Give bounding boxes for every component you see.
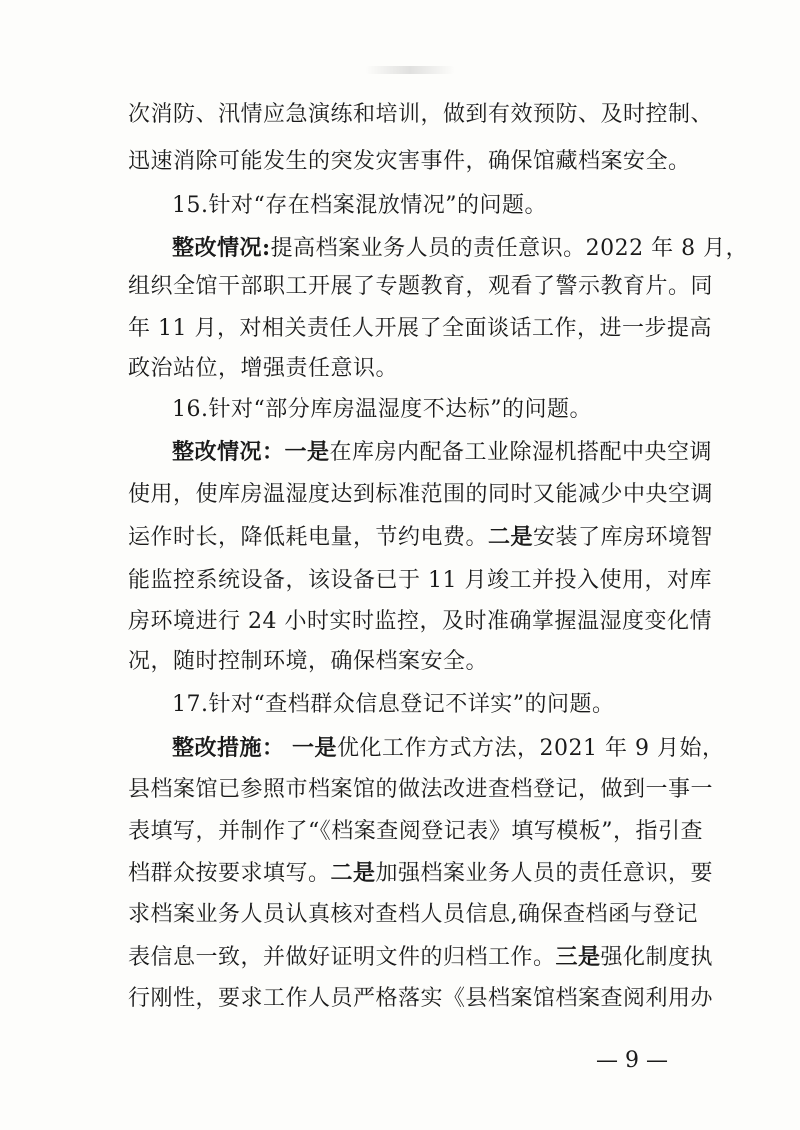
text-span: 组织全馆干部职工开展了专题教育，观看了警示教育片。同 (128, 274, 714, 299)
paragraph-line (128, 817, 703, 847)
paragraph-line (128, 272, 714, 302)
bold-label: 整改情况: (172, 235, 271, 261)
text-span: 17.针对“查档群众信息登记不详实”的问题。 (172, 692, 615, 717)
text-span: 档群众按要求填写。 (128, 861, 331, 886)
text-span: 况，随时控制环境，确保档案安全。 (128, 649, 489, 674)
text-span: 年 11 月，对相关责任人开展了全面谈话工作，进一步提高 (128, 316, 712, 341)
paragraph-line (128, 566, 712, 596)
text-span: 提高档案业务人员的责任意识。2022 年 8 月， (270, 236, 749, 261)
text-span: 政治站位，增强责任意识。 (128, 356, 399, 381)
text-span: 表信息一致，并做好证明文件的归档工作。 (128, 945, 556, 970)
paragraph-line (128, 984, 714, 1014)
paragraph-line (172, 733, 725, 763)
issue-heading-15 (172, 191, 688, 221)
paragraph-line (128, 647, 688, 677)
text-span: 表填写，并制作了“《档案查阅登记表》填写模板”，指引查 (128, 819, 703, 844)
text-span: 县档案馆已参照市档案馆的做法改进查档登记，做到一事一 (128, 777, 714, 802)
text-span: 安装了库房环境智 (533, 525, 714, 550)
text-span: 16.针对“部分库房温湿度不达标”的问题。 (172, 397, 592, 422)
paragraph-line (128, 480, 714, 510)
scan-smudge (365, 66, 455, 74)
paragraph-line (128, 100, 714, 130)
bold-label: 整改情况：一是 (172, 439, 330, 465)
bold-label: 三是 (555, 944, 601, 970)
paragraph-line (128, 314, 712, 344)
paragraph-line (128, 147, 691, 177)
paragraph-line (128, 900, 698, 930)
paragraph-line (128, 858, 714, 888)
bold-label: 二是 (330, 860, 376, 886)
text-span: 在库房内配备工业除湿机搭配中央空调 (329, 440, 713, 465)
paragraph-line (128, 942, 714, 972)
paragraph-line (172, 437, 713, 467)
text-span: 求档案业务人员认真核对查档人员信息,确保查档函与登记 (128, 902, 698, 927)
issue-heading-17 (172, 690, 688, 720)
text-span: 使用，使库房温湿度达到标准范围的同时又能减少中央空调 (128, 482, 714, 507)
text-span: 加强档案业务人员的责任意识，要 (375, 861, 714, 886)
paragraph-line (172, 233, 749, 263)
text-span: 15.针对“存在档案混放情况”的问题。 (172, 193, 547, 218)
paragraph-line (128, 775, 714, 805)
text-span: 运作时长，降低耗电量，节约电费。 (128, 525, 489, 550)
text-span: 房环境进行 24 小时实时监控，及时准确掌握温湿度变化情 (128, 609, 712, 634)
text-span: 能监控系统设备，该设备已于 11 月竣工并投入使用，对库 (128, 568, 712, 593)
text-span: 优化工作方式方法，2021 年 9 月始， (337, 736, 725, 761)
bold-label: 整改措施： (172, 735, 285, 761)
bold-label: 一是 (292, 735, 338, 761)
text-span: 次消防、汛情应急演练和培训，做到有效预防、及时控制、 (128, 102, 714, 127)
paragraph-line (128, 354, 688, 384)
text-span: 行刚性，要求工作人员严格落实《县档案馆档案查阅利用办 (128, 986, 714, 1011)
paragraph-line (128, 522, 714, 552)
text-span: 迅速消除可能发生的突发灾害事件，确保馆藏档案安全。 (128, 149, 691, 174)
bold-label: 二是 (488, 524, 534, 550)
issue-heading-16 (172, 395, 688, 425)
paragraph-line (128, 607, 712, 637)
text-span: 强化制度执 (600, 945, 714, 970)
page-number: — 9 — (596, 1048, 668, 1073)
